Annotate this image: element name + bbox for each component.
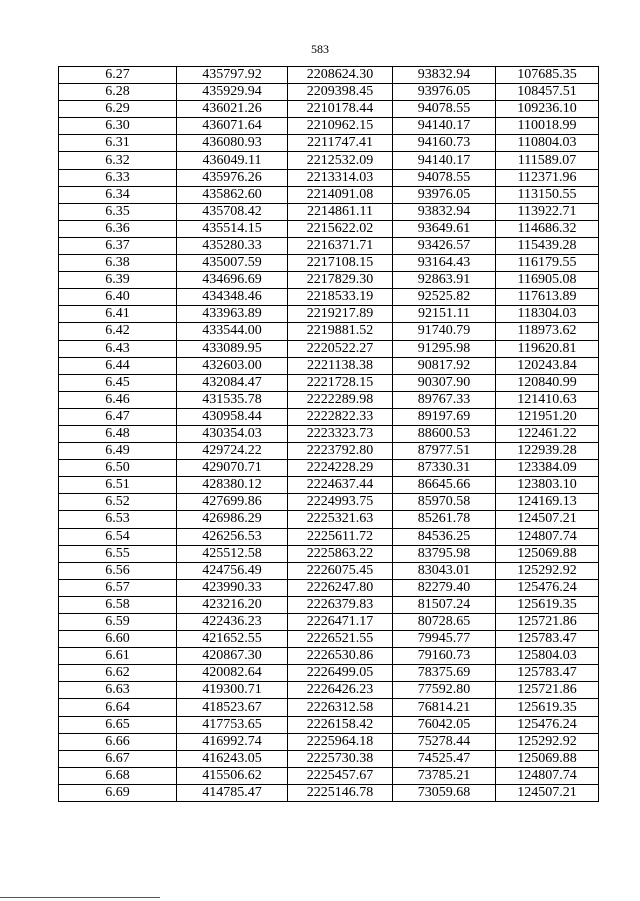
table-row [59, 237, 599, 254]
table-cell: 125619.35 [496, 596, 599, 613]
table-cell: 416992.74 [177, 733, 288, 750]
table-cell: 89767.33 [393, 391, 496, 408]
table-row [59, 648, 599, 665]
table-cell: 2216371.71 [288, 237, 393, 254]
table-cell: 415506.62 [177, 767, 288, 784]
table-row [59, 562, 599, 579]
table-cell: 93832.94 [393, 203, 496, 220]
table-cell: 6.63 [59, 682, 177, 699]
table-cell: 6.55 [59, 545, 177, 562]
table-cell: 125721.86 [496, 614, 599, 631]
table-cell: 117613.89 [496, 289, 599, 306]
table-cell: 6.51 [59, 477, 177, 494]
table-cell: 75278.44 [393, 733, 496, 750]
table-row [59, 357, 599, 374]
table-cell: 427699.86 [177, 494, 288, 511]
table-cell: 82279.40 [393, 579, 496, 596]
table-cell: 2224228.29 [288, 460, 393, 477]
table-cell: 426256.53 [177, 528, 288, 545]
table-cell: 79160.73 [393, 648, 496, 665]
table-cell: 124807.74 [496, 528, 599, 545]
table-cell: 421652.55 [177, 631, 288, 648]
table-cell: 93164.43 [393, 255, 496, 272]
table-row [59, 289, 599, 306]
table-cell: 113922.71 [496, 203, 599, 220]
table-cell: 115439.28 [496, 237, 599, 254]
table-cell: 111589.07 [496, 152, 599, 169]
table-cell: 118973.62 [496, 323, 599, 340]
table-row [59, 374, 599, 391]
table-cell: 121410.63 [496, 391, 599, 408]
table-cell: 435007.59 [177, 255, 288, 272]
table-cell: 2212532.09 [288, 152, 393, 169]
table-cell: 429724.22 [177, 443, 288, 460]
table-cell: 2214861.11 [288, 203, 393, 220]
table-cell: 6.32 [59, 152, 177, 169]
table-cell: 124807.74 [496, 767, 599, 784]
table-cell: 110018.99 [496, 118, 599, 135]
table-row [59, 255, 599, 272]
table-cell: 110804.03 [496, 135, 599, 152]
table-cell: 91295.98 [393, 340, 496, 357]
table-cell: 92863.91 [393, 272, 496, 289]
table-cell: 2223323.73 [288, 425, 393, 442]
table-cell: 91740.79 [393, 323, 496, 340]
table-cell: 2225730.38 [288, 750, 393, 767]
table-cell: 124507.21 [496, 784, 599, 801]
page-number: 583 [311, 42, 329, 56]
table-cell: 6.54 [59, 528, 177, 545]
table-cell: 432084.47 [177, 374, 288, 391]
table-cell: 84536.25 [393, 528, 496, 545]
table-cell: 2217108.15 [288, 255, 393, 272]
table-row [59, 118, 599, 135]
table-cell: 435514.15 [177, 220, 288, 237]
table-cell: 125783.47 [496, 665, 599, 682]
table-cell: 2225964.18 [288, 733, 393, 750]
table-cell: 124169.13 [496, 494, 599, 511]
table-cell: 86645.66 [393, 477, 496, 494]
table-cell: 125476.24 [496, 716, 599, 733]
table-row [59, 767, 599, 784]
table-cell: 125292.92 [496, 733, 599, 750]
table-cell: 6.34 [59, 186, 177, 203]
table-row [59, 665, 599, 682]
footer-divider [0, 897, 160, 898]
table-cell: 2217829.30 [288, 272, 393, 289]
table-cell: 125804.03 [496, 648, 599, 665]
table-cell: 2222822.33 [288, 408, 393, 425]
table-cell: 420867.30 [177, 648, 288, 665]
table-cell: 87977.51 [393, 443, 496, 460]
table-cell: 108457.51 [496, 84, 599, 101]
table-cell: 422436.23 [177, 614, 288, 631]
table-cell: 109236.10 [496, 101, 599, 118]
table-cell: 2223792.80 [288, 443, 393, 460]
table-row [59, 340, 599, 357]
table-cell: 94078.55 [393, 101, 496, 118]
table-cell: 6.48 [59, 425, 177, 442]
table-row [59, 443, 599, 460]
table-cell: 2224993.75 [288, 494, 393, 511]
table-cell: 429070.71 [177, 460, 288, 477]
table-cell: 430354.03 [177, 425, 288, 442]
table-row [59, 596, 599, 613]
table-cell: 434696.69 [177, 272, 288, 289]
table-cell: 114686.32 [496, 220, 599, 237]
table-cell: 435929.94 [177, 84, 288, 101]
table-cell: 6.43 [59, 340, 177, 357]
table-cell: 125619.35 [496, 699, 599, 716]
table-row [59, 135, 599, 152]
table-cell: 2219217.89 [288, 306, 393, 323]
table-cell: 107685.35 [496, 67, 599, 84]
table-cell: 425512.58 [177, 545, 288, 562]
table-row [59, 682, 599, 699]
table-cell: 2226426.23 [288, 682, 393, 699]
table-cell: 435708.42 [177, 203, 288, 220]
table-cell: 436021.26 [177, 101, 288, 118]
table-cell: 6.35 [59, 203, 177, 220]
table-cell: 2209398.45 [288, 84, 393, 101]
table-cell: 79945.77 [393, 631, 496, 648]
table-cell: 125476.24 [496, 579, 599, 596]
table-cell: 125069.88 [496, 545, 599, 562]
table-cell: 93832.94 [393, 67, 496, 84]
table-row [59, 511, 599, 528]
table-cell: 6.40 [59, 289, 177, 306]
table-cell: 6.65 [59, 716, 177, 733]
table-cell: 6.28 [59, 84, 177, 101]
table-row [59, 323, 599, 340]
table-cell: 112371.96 [496, 169, 599, 186]
table-row [59, 67, 599, 84]
table-cell: 2226499.05 [288, 665, 393, 682]
table-cell: 419300.71 [177, 682, 288, 699]
table-cell: 6.30 [59, 118, 177, 135]
table-cell: 76814.21 [393, 699, 496, 716]
table-cell: 6.27 [59, 67, 177, 84]
table-cell: 85261.78 [393, 511, 496, 528]
table-cell: 93976.05 [393, 84, 496, 101]
table-row [59, 750, 599, 767]
table-cell: 6.49 [59, 443, 177, 460]
table-cell: 2224637.44 [288, 477, 393, 494]
table-cell: 433089.95 [177, 340, 288, 357]
table-row [59, 631, 599, 648]
table-cell: 435976.26 [177, 169, 288, 186]
table-body [59, 67, 599, 802]
table-cell: 416243.05 [177, 750, 288, 767]
table-cell: 423990.33 [177, 579, 288, 596]
table-cell: 6.31 [59, 135, 177, 152]
table-cell: 123384.09 [496, 460, 599, 477]
table-cell: 435862.60 [177, 186, 288, 203]
table-cell: 78375.69 [393, 665, 496, 682]
table-cell: 6.66 [59, 733, 177, 750]
table-cell: 125069.88 [496, 750, 599, 767]
table-cell: 87330.31 [393, 460, 496, 477]
table-cell: 6.62 [59, 665, 177, 682]
table-cell: 2226530.86 [288, 648, 393, 665]
table-cell: 6.61 [59, 648, 177, 665]
table-cell: 2222289.98 [288, 391, 393, 408]
table-cell: 418523.67 [177, 699, 288, 716]
table-row [59, 203, 599, 220]
table-row [59, 306, 599, 323]
table-cell: 2226471.17 [288, 614, 393, 631]
table-cell: 2210962.15 [288, 118, 393, 135]
table-cell: 2225611.72 [288, 528, 393, 545]
table-row [59, 186, 599, 203]
table-cell: 2219881.52 [288, 323, 393, 340]
table-cell: 118304.03 [496, 306, 599, 323]
table-cell: 83043.01 [393, 562, 496, 579]
table-cell: 80728.65 [393, 614, 496, 631]
table-cell: 2221728.15 [288, 374, 393, 391]
table-cell: 2211747.41 [288, 135, 393, 152]
table-cell: 94160.73 [393, 135, 496, 152]
table-row [59, 425, 599, 442]
table-cell: 6.53 [59, 511, 177, 528]
table-cell: 74525.47 [393, 750, 496, 767]
table-cell: 125783.47 [496, 631, 599, 648]
table-cell: 435280.33 [177, 237, 288, 254]
table-cell: 2208624.30 [288, 67, 393, 84]
table-row [59, 220, 599, 237]
table-cell: 85970.58 [393, 494, 496, 511]
table-cell: 6.45 [59, 374, 177, 391]
table-cell: 90307.90 [393, 374, 496, 391]
table-cell: 121951.20 [496, 408, 599, 425]
table-cell: 6.37 [59, 237, 177, 254]
table-cell: 2213314.03 [288, 169, 393, 186]
table-cell: 119620.81 [496, 340, 599, 357]
table-cell: 2225146.78 [288, 784, 393, 801]
table-cell: 426986.29 [177, 511, 288, 528]
table-cell: 2214091.08 [288, 186, 393, 203]
table-cell: 113150.55 [496, 186, 599, 203]
table-row [59, 84, 599, 101]
table-cell: 434348.46 [177, 289, 288, 306]
table-cell: 436071.64 [177, 118, 288, 135]
table-cell: 83795.98 [393, 545, 496, 562]
table-cell: 2221138.38 [288, 357, 393, 374]
table-cell: 6.57 [59, 579, 177, 596]
table-cell: 2218533.19 [288, 289, 393, 306]
table-cell: 77592.80 [393, 682, 496, 699]
table-cell: 122461.22 [496, 425, 599, 442]
table-cell: 6.41 [59, 306, 177, 323]
table-cell: 433963.89 [177, 306, 288, 323]
table-cell: 94078.55 [393, 169, 496, 186]
table-cell: 94140.17 [393, 118, 496, 135]
table-row [59, 101, 599, 118]
table-cell: 432603.00 [177, 357, 288, 374]
table-row [59, 716, 599, 733]
table-cell: 92525.82 [393, 289, 496, 306]
table-cell: 73785.21 [393, 767, 496, 784]
table-cell: 124507.21 [496, 511, 599, 528]
table-cell: 125721.86 [496, 682, 599, 699]
table-cell: 2225457.67 [288, 767, 393, 784]
table-cell: 6.64 [59, 699, 177, 716]
table-cell: 76042.05 [393, 716, 496, 733]
table-cell: 6.58 [59, 596, 177, 613]
table-cell: 2226158.42 [288, 716, 393, 733]
table-cell: 2226521.55 [288, 631, 393, 648]
table-cell: 6.56 [59, 562, 177, 579]
data-table [58, 66, 599, 802]
table-row [59, 494, 599, 511]
table-cell: 89197.69 [393, 408, 496, 425]
table-cell: 2226379.83 [288, 596, 393, 613]
table-cell: 93649.61 [393, 220, 496, 237]
table-cell: 125292.92 [496, 562, 599, 579]
table-cell: 6.68 [59, 767, 177, 784]
table-row [59, 733, 599, 750]
table-cell: 6.59 [59, 614, 177, 631]
table-cell: 92151.11 [393, 306, 496, 323]
table-cell: 93976.05 [393, 186, 496, 203]
table-cell: 414785.47 [177, 784, 288, 801]
table-cell: 122939.28 [496, 443, 599, 460]
table-cell: 6.69 [59, 784, 177, 801]
table-row [59, 614, 599, 631]
table-cell: 6.29 [59, 101, 177, 118]
table-row [59, 579, 599, 596]
table-cell: 6.50 [59, 460, 177, 477]
table-cell: 120243.84 [496, 357, 599, 374]
table-cell: 423216.20 [177, 596, 288, 613]
table-cell: 123803.10 [496, 477, 599, 494]
table-cell: 73059.68 [393, 784, 496, 801]
table-cell: 436049.11 [177, 152, 288, 169]
table-cell: 2210178.44 [288, 101, 393, 118]
table-cell: 2215622.02 [288, 220, 393, 237]
table-cell: 81507.24 [393, 596, 496, 613]
table-cell: 430958.44 [177, 408, 288, 425]
table-cell: 93426.57 [393, 237, 496, 254]
table-cell: 424756.49 [177, 562, 288, 579]
table-row [59, 784, 599, 801]
table-cell: 6.42 [59, 323, 177, 340]
table-row [59, 477, 599, 494]
table-cell: 428380.12 [177, 477, 288, 494]
table-cell: 90817.92 [393, 357, 496, 374]
table-cell: 6.60 [59, 631, 177, 648]
table-cell: 6.44 [59, 357, 177, 374]
table-cell: 6.39 [59, 272, 177, 289]
table-cell: 436080.93 [177, 135, 288, 152]
table-cell: 435797.92 [177, 67, 288, 84]
table-cell: 6.46 [59, 391, 177, 408]
table-cell: 420082.64 [177, 665, 288, 682]
table-cell: 6.36 [59, 220, 177, 237]
table-cell: 2225863.22 [288, 545, 393, 562]
table-cell: 431535.78 [177, 391, 288, 408]
table-cell: 6.38 [59, 255, 177, 272]
table-cell: 6.33 [59, 169, 177, 186]
table-cell: 2226075.45 [288, 562, 393, 579]
table-cell: 6.67 [59, 750, 177, 767]
table-cell: 417753.65 [177, 716, 288, 733]
table-cell: 6.47 [59, 408, 177, 425]
table-row [59, 169, 599, 186]
table-cell: 433544.00 [177, 323, 288, 340]
table-row [59, 545, 599, 562]
table-cell: 2226247.80 [288, 579, 393, 596]
table-row [59, 391, 599, 408]
table-cell: 2226312.58 [288, 699, 393, 716]
table-row [59, 408, 599, 425]
table-row [59, 460, 599, 477]
table-cell: 94140.17 [393, 152, 496, 169]
table-cell: 6.52 [59, 494, 177, 511]
table-cell: 88600.53 [393, 425, 496, 442]
table-cell: 2225321.63 [288, 511, 393, 528]
table-row [59, 528, 599, 545]
table-row [59, 699, 599, 716]
table-row [59, 272, 599, 289]
table-cell: 116179.55 [496, 255, 599, 272]
table-row [59, 152, 599, 169]
table-cell: 116905.08 [496, 272, 599, 289]
table-cell: 120840.99 [496, 374, 599, 391]
table-cell: 2220522.27 [288, 340, 393, 357]
